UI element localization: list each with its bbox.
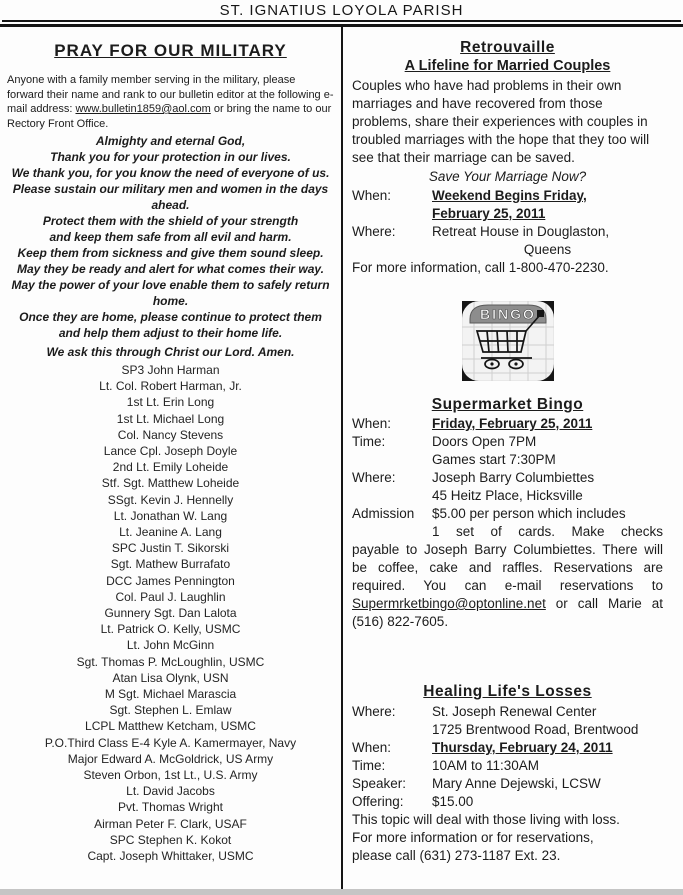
bingo-cart-image	[462, 301, 554, 381]
prayer-line: May the power of your love enable them to safely return home.	[11, 278, 330, 308]
right-column	[343, 27, 683, 893]
where-label: Where:	[352, 224, 396, 239]
bingo-details-text-2: or call Marie at (516) 822-7605.	[352, 596, 663, 629]
bingo-when-row	[352, 415, 663, 433]
military-name: Pvt. Thomas Wright	[118, 800, 223, 815]
when-label: When:	[352, 416, 392, 431]
retrouvaille-subtitle: A Lifeline for Married Couples	[404, 58, 611, 74]
healing-offering-row	[352, 793, 663, 811]
header-rule-thin	[2, 20, 681, 22]
military-names-list	[6, 362, 335, 864]
military-name: Lt. John McGinn	[126, 638, 215, 653]
bingo-details	[352, 541, 663, 631]
bingo-time-row	[352, 433, 663, 469]
healing-title: Healing Life's Losses	[423, 683, 592, 700]
when-label: When:	[352, 740, 392, 755]
time-value-line2: Games start 7:30PM	[432, 452, 556, 467]
retrouvaille-when-row	[352, 187, 663, 223]
military-intro-text-1: Anyone with a family member serving in the military, please forward their name and rank to our bulletin editor at the following e-mail address:	[7, 74, 334, 115]
military-name: Lt. Jonathan W. Lang	[113, 508, 228, 523]
military-name: Airman Peter F. Clark, USAF	[94, 816, 247, 831]
prayer-line: Please sustain our military men and women in the days ahead.	[12, 182, 329, 212]
time-value	[432, 433, 663, 469]
prayer-line: We thank you, for you know the need of everyone of us.	[11, 166, 330, 180]
military-intro	[7, 73, 334, 131]
page-header	[0, 0, 683, 27]
where-value	[432, 703, 663, 739]
healing-losses-section	[352, 683, 663, 865]
admission-value-line1: $5.00 per person which includes	[432, 506, 626, 521]
military-name: SPC Justin T. Sikorski	[111, 541, 230, 556]
retrouvaille-title: Retrouvaille	[460, 39, 555, 56]
prayer-line: We ask this through Christ our Lord. Amen.	[46, 345, 295, 359]
bingo-admission-row	[352, 505, 663, 541]
military-name: Col. Nancy Stevens	[117, 427, 224, 442]
where-value-line2: Queens	[523, 242, 572, 257]
supermarket-bingo-title: Supermarket Bingo	[431, 396, 584, 413]
military-name: M Sgt. Michael Marascia	[104, 687, 237, 702]
military-name: SSgt. Kevin J. Hennelly	[107, 492, 234, 507]
military-name: Lt. David Jacobs	[126, 784, 215, 799]
speaker-value: Mary Anne Dejewski, LCSW	[432, 776, 601, 791]
speaker-label: Speaker:	[352, 776, 407, 791]
military-name: LCPL Matthew Ketcham, USMC	[85, 719, 256, 734]
military-name: Lt. Patrick O. Kelly, USMC	[100, 622, 241, 637]
military-name: 2nd Lt. Emily Loheide	[112, 460, 229, 475]
prayer-line: Once they are home, please continue to protect them	[19, 310, 322, 324]
prayer-line: Protect them with the shield of your strength	[42, 214, 299, 228]
page-title: ST. IGNATIUS LOYOLA PARISH	[219, 2, 464, 19]
prayer-line: Thank you for your protection in our lives.	[50, 150, 291, 164]
military-intro-text-2: or bring the name to our Rectory Front Office.	[7, 103, 332, 130]
time-label: Time:	[352, 434, 386, 449]
offering-label: Offering:	[352, 794, 404, 809]
military-name: Col. Paul J. Laughlin	[115, 589, 226, 604]
page-bottom-scan-edge	[0, 889, 683, 895]
healing-speaker-row	[352, 775, 663, 793]
military-name: Sgt. Mathew Burrafato	[110, 557, 231, 572]
bingo-banner-text: BINGO	[479, 306, 536, 322]
healing-note-line3: please call (631) 273-1187 Ext. 23.	[352, 848, 561, 863]
when-value-line1: Weekend Begins Friday,	[432, 188, 587, 203]
military-name: SPC Stephen K. Kokot	[109, 832, 232, 847]
healing-note-line1: This topic will deal with those living with loss.	[352, 812, 620, 827]
admission-value-line2: 1 set of cards. Make checks	[432, 524, 663, 539]
military-name: P.O.Third Class E-4 Kyle A. Kamermayer, Navy	[44, 735, 297, 750]
healing-when-row	[352, 739, 663, 757]
where-label: Where:	[352, 470, 396, 485]
where-value-line2: 45 Heitz Place, Hicksville	[432, 488, 583, 503]
healing-time-row	[352, 757, 663, 775]
military-prayer	[6, 133, 335, 360]
when-value: Friday, February 25, 2011	[432, 416, 593, 431]
when-value: Thursday, February 24, 2011	[432, 740, 613, 755]
retrouvaille-tagline: Save Your Marriage Now?	[428, 169, 587, 184]
retrouvaille-section	[352, 39, 663, 277]
when-value	[432, 187, 663, 223]
when-label: When:	[352, 188, 392, 203]
supermarket-bingo-section	[352, 396, 663, 631]
admission-label: Admission	[352, 506, 415, 521]
military-name: Atan Lisa Olynk, USN	[112, 670, 229, 685]
retrouvaille-where-row	[352, 223, 663, 259]
prayer-line: and keep them safe from all evil and harm.	[49, 230, 292, 244]
bulletin-email-link: www.bulletin1859@aol.com	[75, 103, 211, 115]
military-name: Sgt. Stephen L. Emlaw	[109, 703, 232, 718]
bingo-email-link: Supermrketbingo@optonline.net	[352, 596, 546, 611]
military-name: Capt. Joseph Whittaker, USMC	[87, 849, 254, 864]
military-name: 1st Lt. Michael Long	[116, 411, 225, 426]
bingo-where-row	[352, 469, 663, 505]
offering-value: $15.00	[432, 794, 474, 809]
admission-value	[432, 505, 663, 541]
where-value-line2: 1725 Brentwood Road, Brentwood	[432, 722, 639, 737]
military-name: 1st Lt. Erin Long	[126, 395, 215, 410]
time-label: Time:	[352, 758, 386, 773]
where-value-line1: St. Joseph Renewal Center	[432, 704, 597, 719]
military-name: Lt. Jeanine A. Lang	[119, 525, 222, 540]
prayer-line: Keep them from sickness and give them sound sleep.	[17, 246, 324, 260]
military-name: Major Edward A. McGoldrick, US Army	[67, 751, 274, 766]
military-name: Lance Cpl. Joseph Doyle	[103, 444, 238, 459]
military-name: SP3 John Harman	[121, 363, 220, 377]
where-value-line1: Retreat House in Douglaston,	[432, 224, 610, 239]
where-value-line1: Joseph Barry Columbiettes	[432, 470, 595, 485]
where-value	[432, 469, 663, 505]
retrouvaille-body: Couples who have had problems in their own marriages and have recovered from those problems, share their experiences with couples in troubled marriages with the hope that they too will see that their marriage can be saved.	[352, 78, 650, 165]
military-name: Lt. Col. Robert Harman, Jr.	[99, 379, 242, 394]
time-value-line1: Doors Open 7PM	[432, 434, 537, 449]
healing-where-row	[352, 703, 663, 739]
prayer-line: and help them adjust to their home life.	[58, 326, 283, 340]
time-value: 10AM to 11:30AM	[432, 758, 540, 773]
bingo-cart-figure	[352, 301, 663, 386]
retrouvaille-more-info: For more information, call 1-800-470-2230.	[352, 260, 609, 275]
prayer-line: May they be ready and alert for what comes their way.	[17, 262, 324, 276]
military-name: Stf. Sgt. Matthew Loheide	[101, 476, 240, 491]
bingo-details-text-1: payable to Joseph Barry Columbiettes. There will be coffee, cake and raffles. Reservations are required. You can e-mail reservations to	[352, 542, 663, 593]
left-column	[0, 27, 341, 893]
where-label: Where:	[352, 704, 396, 719]
military-name: Gunnery Sgt. Dan Lalota	[104, 606, 237, 621]
where-value	[432, 223, 663, 259]
healing-note-line2: For more information or for reservations,	[352, 830, 594, 845]
military-name: Sgt. Thomas P. McLoughlin, USMC	[76, 654, 265, 669]
military-name: DCC James Pennington	[106, 573, 235, 588]
when-value-line2: February 25, 2011	[432, 206, 546, 221]
two-column-layout	[0, 27, 683, 893]
military-heading: PRAY FOR OUR MILITARY	[54, 41, 287, 60]
military-name: Steven Orbon, 1st Lt., U.S. Army	[83, 768, 258, 783]
prayer-line: Almighty and eternal God,	[95, 134, 246, 148]
